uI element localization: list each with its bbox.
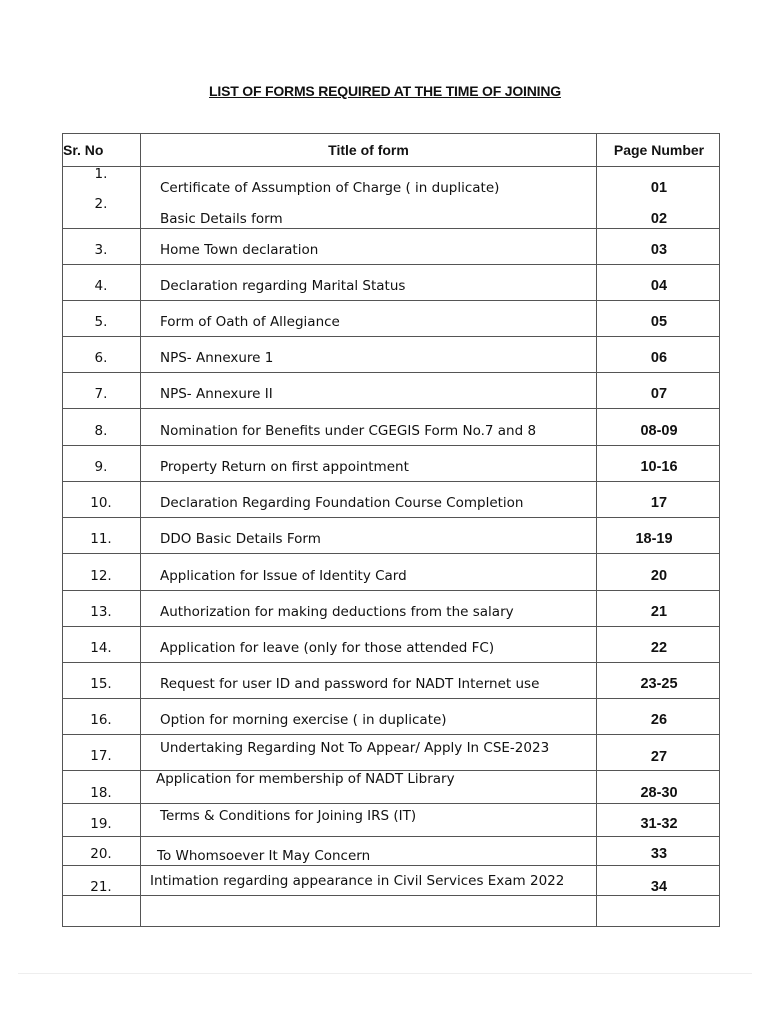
form-title-cell: Basic Details form xyxy=(160,211,283,227)
row-divider xyxy=(63,662,719,663)
sr-no-cell: 18. xyxy=(90,785,112,801)
page-number-cell: 22 xyxy=(650,640,668,656)
form-title-cell: Home Town declaration xyxy=(160,242,319,258)
form-title-cell: Nomination for Benefits under CGEGIS Form No.7 and 8 xyxy=(160,423,537,439)
sr-no-cell: 3. xyxy=(94,242,108,258)
row-divider xyxy=(63,517,719,518)
page-number-cell: 23-25 xyxy=(640,676,678,692)
header-title-of-form: Title of form xyxy=(328,142,409,158)
page-number-cell: 31-32 xyxy=(640,816,678,832)
form-title-cell: NPS- Annexure 1 xyxy=(160,350,274,366)
row-divider xyxy=(63,264,719,265)
row-divider xyxy=(63,698,719,699)
row-divider xyxy=(63,553,719,554)
row-divider xyxy=(63,626,719,627)
page-number-cell: 28-30 xyxy=(640,785,678,801)
sr-no-cell: 1. xyxy=(94,166,108,182)
sr-no-cell: 11. xyxy=(90,531,112,547)
row-divider xyxy=(63,408,719,409)
page-number-cell: 27 xyxy=(650,749,668,765)
document-title: LIST OF FORMS REQUIRED AT THE TIME OF JOINING xyxy=(209,83,561,99)
header-page-number: Page Number xyxy=(613,142,705,158)
sr-no-cell: 7. xyxy=(94,386,108,402)
row-divider xyxy=(63,336,719,337)
page-number-cell: 21 xyxy=(650,604,668,620)
page-number-cell: 08-09 xyxy=(640,423,678,439)
form-title-cell: Undertaking Regarding Not To Appear/ Apply In CSE-2023 xyxy=(160,740,550,756)
sr-no-cell: 5. xyxy=(94,314,108,330)
form-title-cell: Certificate of Assumption of Charge ( in duplicate) xyxy=(160,180,500,196)
page-number-cell: 01 xyxy=(650,180,668,196)
form-title-cell: Intimation regarding appearance in Civil Services Exam 2022 xyxy=(150,873,565,889)
row-divider xyxy=(63,895,719,896)
row-divider xyxy=(63,300,719,301)
form-title-cell: Declaration Regarding Foundation Course Completion xyxy=(160,495,524,511)
page-number-cell: 10-16 xyxy=(640,459,678,475)
forms-table xyxy=(62,133,720,927)
row-divider xyxy=(63,445,719,446)
row-divider xyxy=(63,590,719,591)
sr-no-cell: 19. xyxy=(90,816,112,832)
form-title-cell: NPS- Annexure II xyxy=(160,386,273,402)
column-divider xyxy=(140,134,141,926)
row-divider xyxy=(63,734,719,735)
form-title-cell: Application for membership of NADT Library xyxy=(156,771,455,787)
form-title-cell: Authorization for making deductions from the salary xyxy=(160,604,514,620)
form-title-cell: Application for leave (only for those attended FC) xyxy=(160,640,495,656)
sr-no-cell: 9. xyxy=(94,459,108,475)
page-number-cell: 06 xyxy=(650,350,668,366)
sr-no-cell: 12. xyxy=(90,568,112,584)
form-title-cell: Property Return on first appointment xyxy=(160,459,409,475)
sr-no-cell: 15. xyxy=(90,676,112,692)
sr-no-cell: 14. xyxy=(90,640,112,656)
sr-no-cell: 2. xyxy=(94,196,108,212)
sr-no-cell: 20. xyxy=(90,846,112,862)
form-title-cell: To Whomsoever It May Concern xyxy=(157,848,371,864)
sr-no-cell: 17. xyxy=(90,748,112,764)
page-number-cell: 02 xyxy=(650,211,668,227)
row-divider xyxy=(63,836,719,837)
page-bottom-rule xyxy=(18,973,752,974)
form-title-cell: Option for morning exercise ( in duplicate) xyxy=(160,712,447,728)
row-divider xyxy=(63,865,719,866)
form-title-cell: Terms & Conditions for Joining IRS (IT) xyxy=(160,808,417,824)
page-number-cell: 26 xyxy=(650,712,668,728)
sr-no-cell: 10. xyxy=(90,495,112,511)
page-number-cell: 05 xyxy=(650,314,668,330)
page-number-cell: 18-19 xyxy=(635,531,673,547)
form-title-cell: Form of Oath of Allegiance xyxy=(160,314,340,330)
row-divider xyxy=(63,803,719,804)
row-divider xyxy=(63,372,719,373)
sr-no-cell: 6. xyxy=(94,350,108,366)
page-number-cell: 03 xyxy=(650,242,668,258)
form-title-cell: Request for user ID and password for NADT Internet use xyxy=(160,676,540,692)
page-number-cell: 04 xyxy=(650,278,668,294)
page-number-cell: 07 xyxy=(650,386,668,402)
page-number-cell: 20 xyxy=(650,568,668,584)
form-title-cell: Application for Issue of Identity Card xyxy=(160,568,407,584)
sr-no-cell: 16. xyxy=(90,712,112,728)
header-sr-no: Sr. No xyxy=(63,142,104,158)
page-number-cell: 17 xyxy=(650,495,668,511)
form-title-cell: Declaration regarding Marital Status xyxy=(160,278,406,294)
page-number-cell: 34 xyxy=(650,879,668,895)
row-divider xyxy=(63,166,719,167)
form-title-cell: DDO Basic Details Form xyxy=(160,531,321,547)
sr-no-cell: 21. xyxy=(90,879,112,895)
row-divider xyxy=(63,481,719,482)
row-divider xyxy=(63,228,719,229)
page-number-cell: 33 xyxy=(650,846,668,862)
sr-no-cell: 13. xyxy=(90,604,112,620)
sr-no-cell: 4. xyxy=(94,278,108,294)
sr-no-cell: 8. xyxy=(94,423,108,439)
